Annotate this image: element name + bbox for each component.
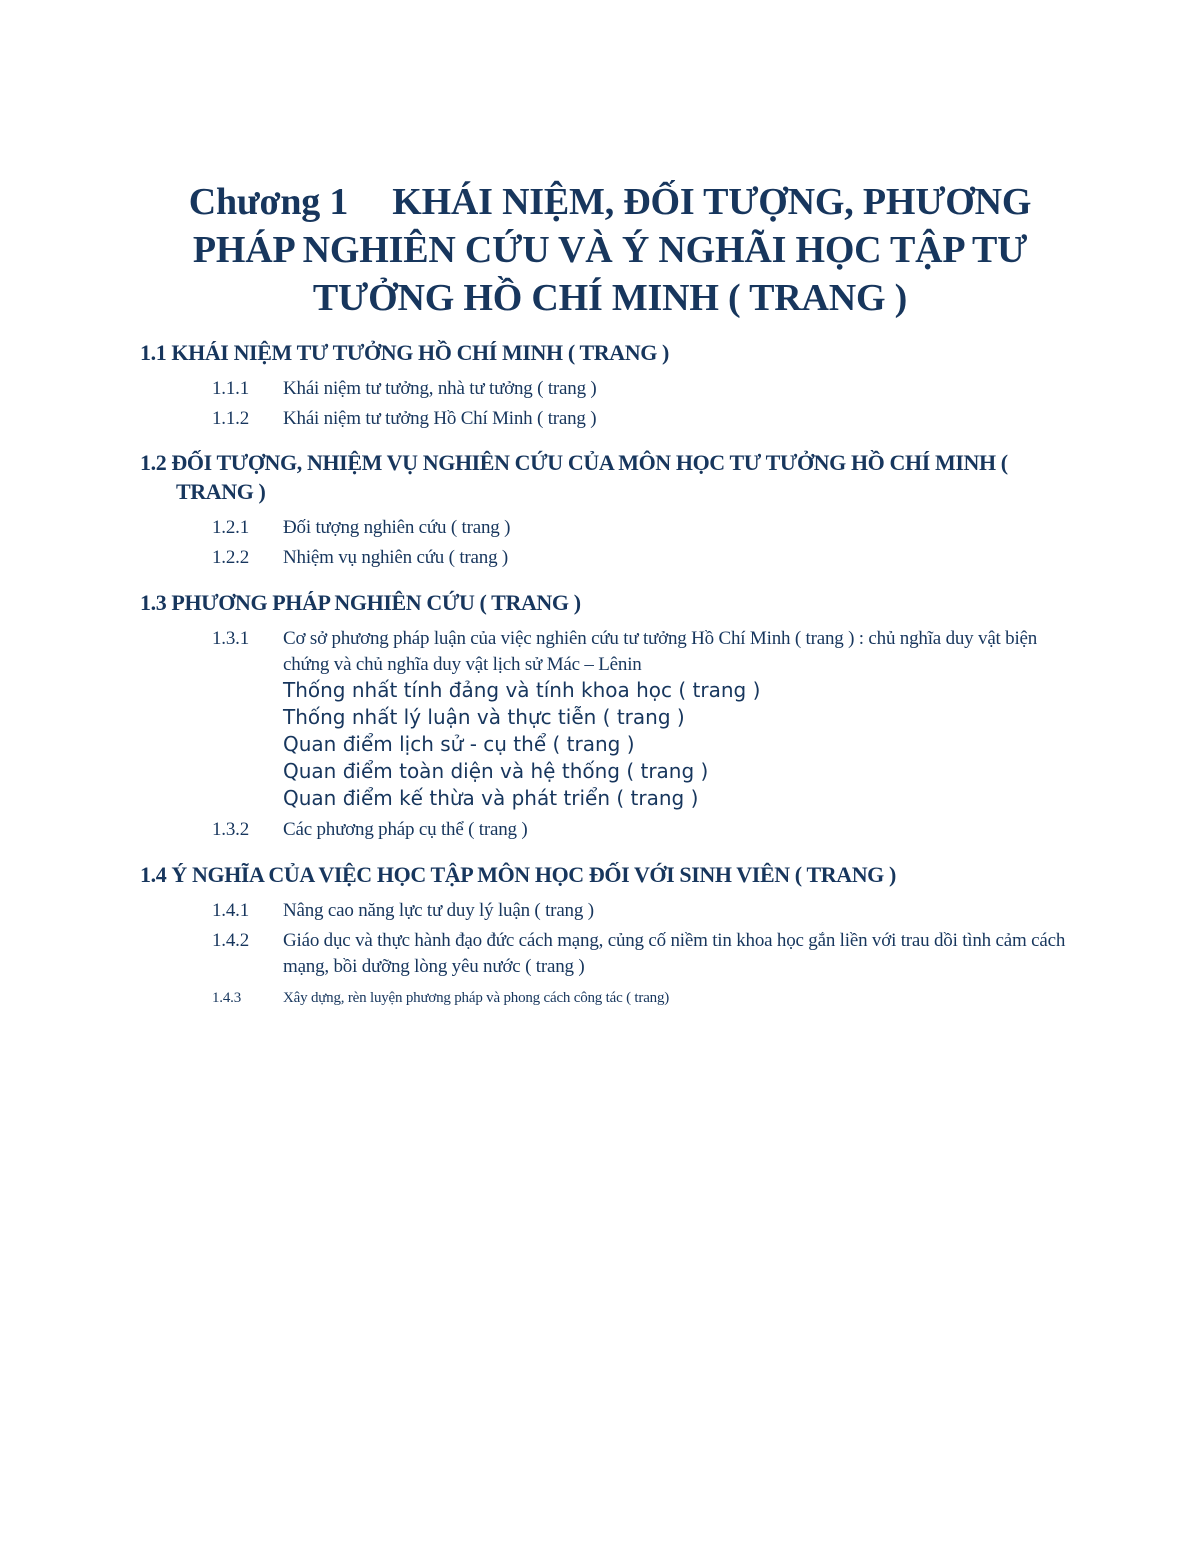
- subsection-text: Nâng cao năng lực tư duy lý luận ( trang ): [283, 900, 594, 921]
- subsection-number: 1.1.2: [212, 408, 250, 429]
- subsection-text: Các phương pháp cụ thể ( trang ): [283, 819, 528, 840]
- subsection-text: Khái niệm tư tưởng, nhà tư tưởng ( trang ): [283, 378, 597, 399]
- subsection-1-1-2: [212, 406, 1072, 432]
- subsection-text: Khái niệm tư tưởng Hồ Chí Minh ( trang ): [283, 408, 597, 429]
- subsection-number: 1.1.1: [212, 378, 250, 399]
- subsection-1-4-3: [212, 985, 1072, 1011]
- method-point-1: Thống nhất tính đảng và tính khoa học ( trang ): [283, 678, 761, 702]
- method-point-5: Quan điểm kế thừa và phát triển ( trang ): [283, 786, 699, 810]
- section-heading-1-4: 1.4 Ý NGHĨA CỦA VIỆC HỌC TẬP MÔN HỌC ĐỐI VỚI SINH VIÊN ( TRANG ): [140, 862, 896, 887]
- subsection-text: Giáo dục và thực hành đạo đức cách mạng, củng cố niềm tin khoa học gắn liền với trau dồi tình cảm cách mạng, bồi dưỡng lòng yêu nước ( trang ): [283, 930, 1066, 977]
- subsection-1-2-1: [212, 515, 1072, 541]
- subsection-text: Nhiệm vụ nghiên cứu ( trang ): [283, 547, 509, 568]
- subsection-1-3-1: [212, 626, 1072, 678]
- chapter-number: Chương 1: [188, 181, 349, 223]
- subsection-text: Cơ sở phương pháp luận của việc nghiên cứu tư tưởng Hồ Chí Minh ( trang ) : chủ nghĩa duy vật biện chứng và chủ nghĩa duy vật lịch sử Mác – Lênin: [283, 628, 1038, 675]
- method-point-2: Thống nhất lý luận và thực tiễn ( trang ): [283, 705, 685, 729]
- chapter-heading: KHÁI NIỆM, ĐỐI TƯỢNG, PHƯƠNG PHÁP NGHIÊN CỨU VÀ Ý NGHÃI HỌC TẬP TƯ TƯỞNG HỒ CHÍ MINH ( TRANG ): [192, 181, 1032, 319]
- subsection-1-4-2: [212, 928, 1072, 980]
- section-heading-1-1: 1.1 KHÁI NIỆM TƯ TƯỞNG HỒ CHÍ MINH ( TRANG ): [140, 340, 669, 365]
- subsection-text: Xây dựng, rèn luyện phương pháp và phong cách công tác ( trang): [283, 990, 670, 1006]
- section-heading-1-2: 1.2 ĐỐI TƯỢNG, NHIỆM VỤ NGHIÊN CỨU CỦA MÔN HỌC TƯ TƯỞNG HỒ CHÍ MINH ( TRANG ): [140, 450, 1008, 504]
- subsection-1-3-2: [212, 817, 1072, 843]
- subsection-number: 1.3.1: [212, 628, 250, 649]
- subsection-1-2-2: [212, 545, 1072, 571]
- subsection-number: 1.4.1: [212, 900, 250, 921]
- subsection-1-4-1: [212, 898, 1072, 924]
- subsection-number: 1.2.1: [212, 517, 250, 538]
- subsection-number: 1.4.3: [212, 990, 242, 1006]
- method-point-3: Quan điểm lịch sử - cụ thể ( trang ): [283, 732, 635, 756]
- section-heading-1-3: 1.3 PHƯƠNG PHÁP NGHIÊN CỨU ( TRANG ): [140, 590, 581, 615]
- subsection-1-1-1: [212, 376, 1072, 402]
- subsection-number: 1.4.2: [212, 930, 250, 951]
- chapter-title: [150, 178, 1070, 322]
- subsection-text: Đối tượng nghiên cứu ( trang ): [283, 517, 511, 538]
- subsection-number: 1.2.2: [212, 547, 250, 568]
- method-point-4: Quan điểm toàn diện và hệ thống ( trang ): [283, 759, 709, 783]
- subsection-number: 1.3.2: [212, 819, 250, 840]
